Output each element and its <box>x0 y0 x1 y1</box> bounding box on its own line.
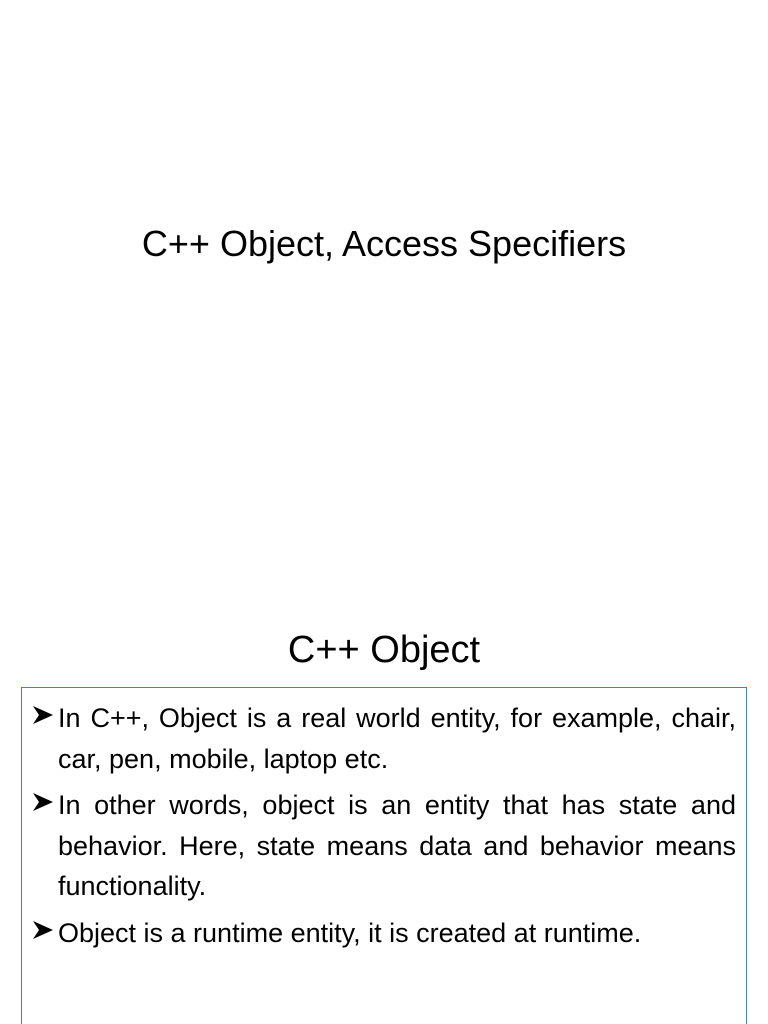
slide-title: C++ Object, Access Specifiers <box>141 223 627 264</box>
bullet-item <box>22 698 736 779</box>
bullet-text: In other words, object is an entity that has state and behavior. Here, state means data and behavior means functionality. <box>58 790 736 901</box>
slide-heading: C++ Object <box>287 629 481 671</box>
arrow-bullet-icon <box>31 791 55 815</box>
content-slide <box>0 576 768 1024</box>
arrow-bullet-icon <box>31 704 55 728</box>
content-text-box <box>21 687 747 1024</box>
bullet-item <box>22 785 736 907</box>
bullet-text: Object is a runtime entity, it is created at runtime. <box>58 917 642 948</box>
arrow-bullet-icon <box>31 919 55 943</box>
bullet-list <box>22 688 746 953</box>
bullet-text: In C++, Object is a real world entity, for example, chair, car, pen, mobile, laptop etc. <box>58 703 736 774</box>
bullet-item <box>22 913 736 954</box>
